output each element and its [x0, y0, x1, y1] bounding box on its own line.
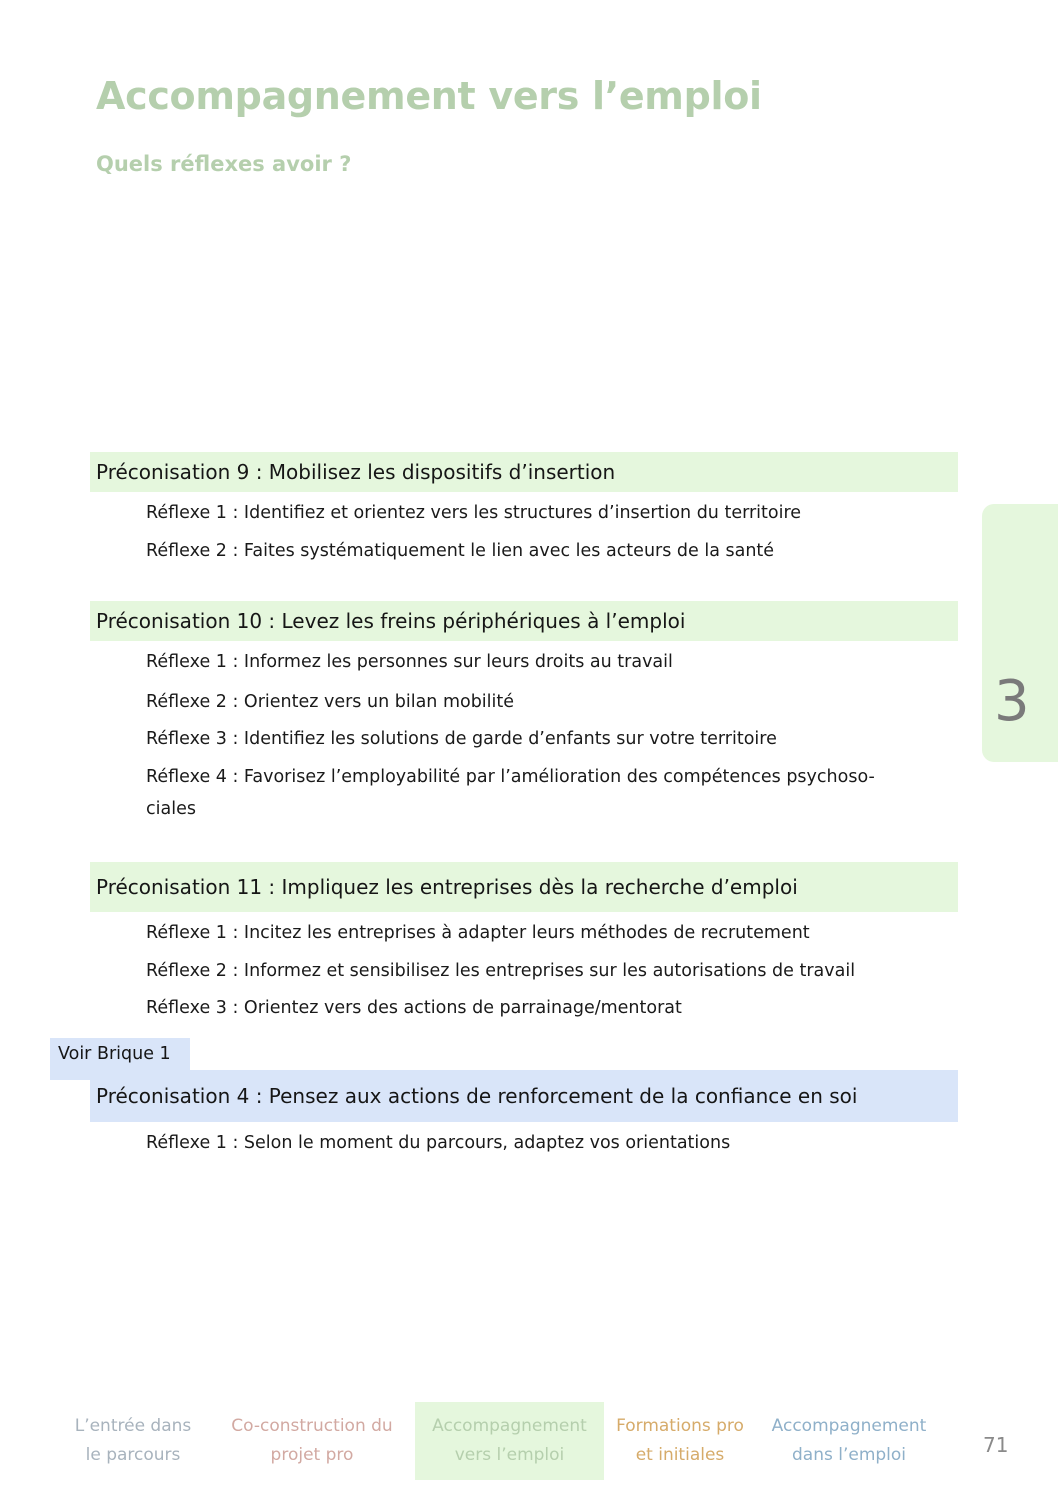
voir-brique-tag: Voir Brique 1: [50, 1038, 190, 1080]
nav-entree-parcours[interactable]: [62, 1402, 204, 1480]
page-number: 71: [983, 1433, 1009, 1457]
nav-label: et initiales: [635, 1445, 725, 1465]
preconisation-11-heading: Préconisation 11 : Impliquez les entreprises dès la recherche d’emploi: [90, 862, 958, 912]
preconisation-10-heading: Préconisation 10 : Levez les freins périphériques à l’emploi: [90, 601, 958, 641]
reflexe-item: Réflexe 2 : Informez et sensibilisez les entreprises sur les autorisations de travail: [146, 961, 856, 981]
nav-formations[interactable]: [606, 1402, 754, 1480]
nav-label: Co-construction du: [231, 1416, 393, 1436]
reflexe-item: Réflexe 2 : Faites systématiquement le lien avec les acteurs de la santé: [146, 541, 775, 561]
reflexe-item: Réflexe 4 : Favorisez l’employabilité par l’amélioration des compétences psychoso-: [146, 767, 875, 787]
page-title: Accompagnement vers l’emploi: [96, 74, 762, 118]
nav-label: Formations pro: [616, 1416, 744, 1436]
reflexe-item: Réflexe 3 : Orientez vers des actions de parrainage/mentorat: [146, 998, 682, 1018]
reflexe-item: Réflexe 1 : Selon le moment du parcours, adaptez vos orientations: [146, 1133, 731, 1153]
chapter-number: 3: [994, 669, 1030, 734]
preconisation-4-heading: Préconisation 4 : Pensez aux actions de renforcement de la confiance en soi: [90, 1070, 958, 1122]
nav-label: Accompagnement: [771, 1416, 927, 1436]
nav-co-construction[interactable]: [218, 1402, 406, 1480]
preconisation-9-heading: Préconisation 9 : Mobilisez les dispositifs d’insertion: [90, 452, 958, 492]
reflexe-item: Réflexe 2 : Orientez vers un bilan mobilité: [146, 692, 515, 712]
reflexe-item: Réflexe 1 : Informez les personnes sur leurs droits au travail: [146, 652, 673, 672]
reflexe-item-continuation: ciales: [146, 799, 196, 819]
nav-label: L’entrée dans: [74, 1416, 192, 1436]
nav-label: projet pro: [270, 1445, 354, 1465]
reflexe-item: Réflexe 1 : Incitez les entreprises à adapter leurs méthodes de recrutement: [146, 923, 810, 943]
reflexe-item: Réflexe 1 : Identifiez et orientez vers les structures d’insertion du territoire: [146, 503, 802, 523]
nav-label: dans l’emploi: [791, 1445, 907, 1465]
nav-accompagnement-vers-emploi[interactable]: [415, 1402, 604, 1480]
nav-accompagnement-dans-emploi[interactable]: [760, 1402, 938, 1480]
nav-label: vers l’emploi: [454, 1445, 565, 1465]
chapter-tab[interactable]: [982, 504, 1058, 762]
nav-label: Accompagnement: [432, 1416, 587, 1436]
nav-label: le parcours: [85, 1445, 181, 1465]
reflexe-item: Réflexe 3 : Identifiez les solutions de garde d’enfants sur votre territoire: [146, 729, 777, 749]
page-subtitle: Quels réflexes avoir ?: [96, 152, 352, 176]
